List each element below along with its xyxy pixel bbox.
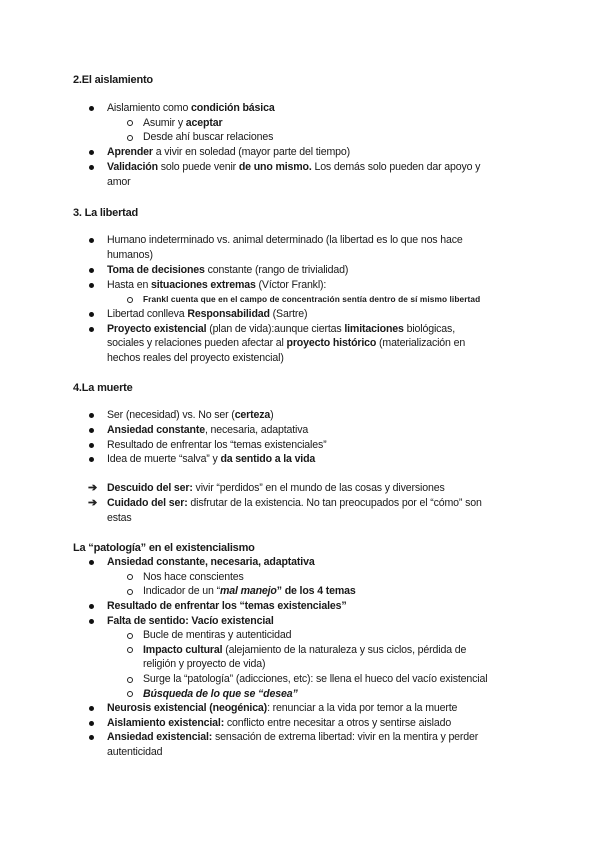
list-item: Aislamiento existencial: conflicto entre necesitar a otros y sentirse aislado (107, 716, 452, 729)
list-item: Toma de decisiones constante (rango de trivialidad) (107, 264, 349, 276)
list-item: Ser (necesidad) vs. No ser (certeza) (107, 409, 274, 421)
list-item: Indicador de un “mal manejo” de los 4 temas (143, 585, 356, 597)
list-item: Aprender a vivir en soledad (mayor parte del tiempo) (107, 146, 351, 158)
list-item: Falta de sentido: Vacío existencial (107, 614, 274, 627)
list-item: Frankl cuenta que en el campo de concentración sentía dentro de sí mismo libertad (143, 294, 481, 304)
list-item: Ansiedad constante, necesaria, adaptativa (107, 424, 309, 436)
list-item: Validación solo puede venir de uno mismo. Los demás solo pueden dar apoyo y amor (107, 161, 481, 188)
list-item: Bucle de mentiras y autenticidad (143, 629, 292, 641)
arrow-right-icon: ➔ (88, 497, 98, 509)
list-item: Surge la “patología” (adicciones, etc): se llena el hueco del vacío existencial (143, 673, 488, 685)
list-item: Aislamiento como condición básica (107, 102, 275, 114)
arrow-right-icon: ➔ (88, 482, 98, 494)
list-item: Neurosis existencial (neogénica): renunciar a la vida por temor a la muerte (107, 702, 458, 714)
heading-aislamiento: 2.El aislamiento (73, 74, 153, 86)
list-item: Asumir y aceptar (143, 116, 223, 129)
list-item: Resultado de enfrentar los “temas existenciales” (107, 600, 347, 612)
list-item: Hasta en situaciones extremas (Víctor Frankl): (107, 278, 327, 291)
list-item: Libertad conlleva Responsabilidad (Sartre) (107, 308, 308, 320)
list-item: Proyecto existencial (plan de vida):aunque ciertas limitaciones biológicas, sociales y relaciones pueden afectar al proyecto histórico (materialización en hechos reales del proyecto existencial) (107, 322, 466, 364)
list-item: Idea de muerte “salva” y da sentido a la vida (107, 453, 316, 465)
list-item: Cuidado del ser: disfrutar de la existencia. No tan preocupados por el “cómo” son estas (107, 497, 482, 524)
list-item: Nos hace conscientes (143, 570, 244, 583)
heading-muerte: 4.La muerte (73, 382, 133, 394)
heading-patologia: La “patología” en el existencialismo (73, 542, 255, 554)
heading-libertad: 3. La libertad (73, 207, 139, 219)
list-item: Impacto cultural (alejamiento de la naturaleza y sus ciclos, pérdida de religión y proyecto de vida) (143, 643, 467, 671)
list-item: Ansiedad constante, necesaria, adaptativa (107, 556, 315, 568)
list-item: Desde ahí buscar relaciones (143, 131, 274, 143)
list-item: Búsqueda de lo que se “desea” (143, 687, 298, 700)
list-item: Ansiedad existencial: sensación de extrema libertad: vivir en la mentira y perder autenticidad (107, 731, 479, 758)
list-item: Resultado de enfrentar los “temas existenciales” (107, 438, 327, 451)
list-item: Descuido del ser: vivir “perdidos” en el mundo de las cosas y diversiones (107, 482, 445, 494)
list-item: Humano indeterminado vs. animal determinado (la libertad es lo que nos hace humanos) (107, 234, 463, 261)
